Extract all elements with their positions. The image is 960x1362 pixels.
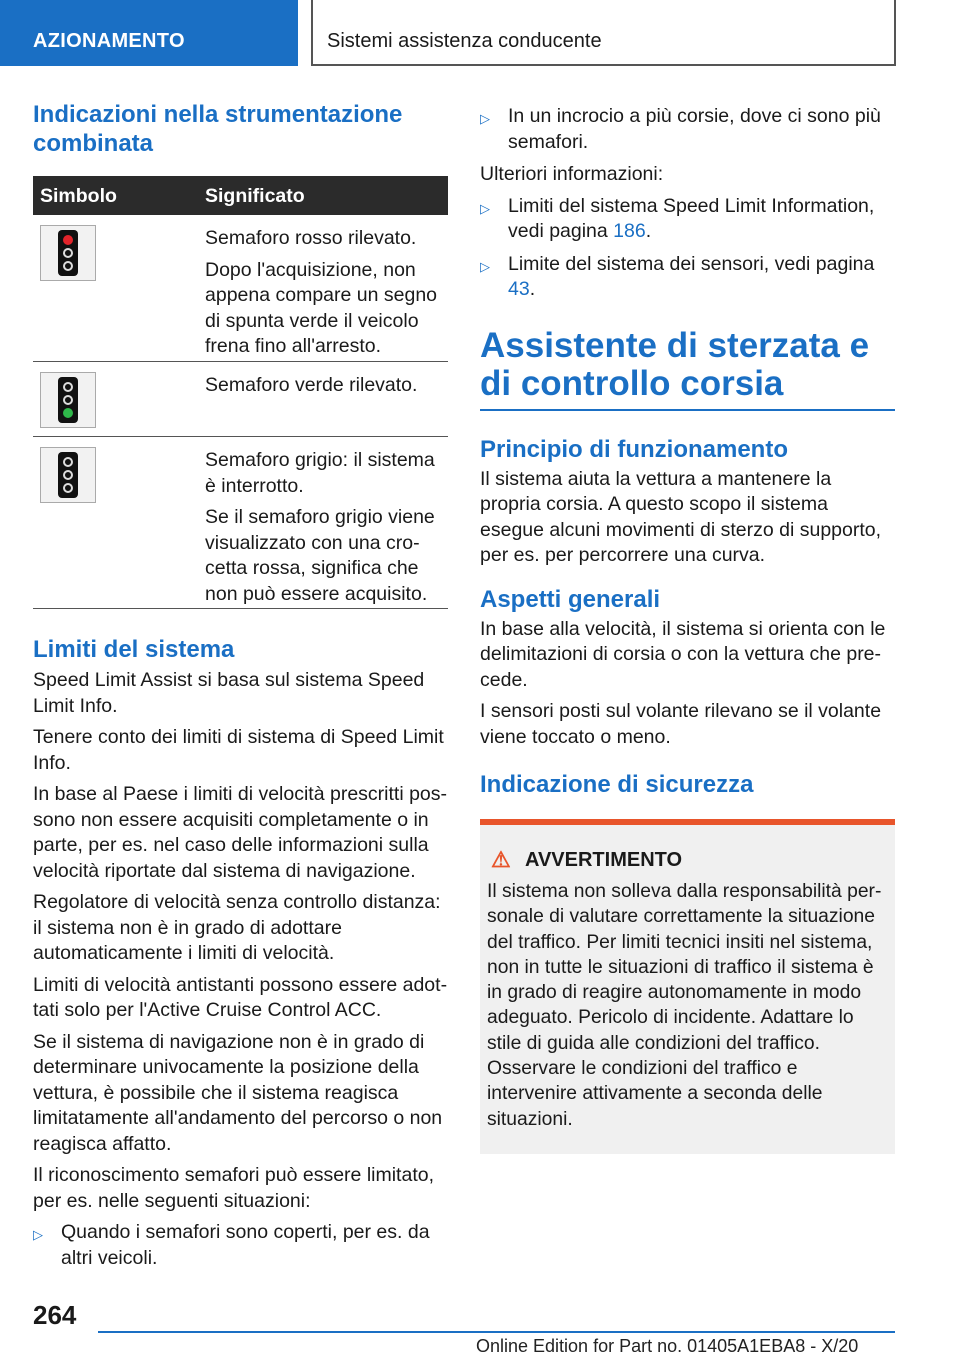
- table-cell-text: Semaforo grigio: il sistema è interrotto.: [205, 449, 435, 497]
- paragraph: I sensori posti sul volante rilevano se il volante viene toccato o meno.: [480, 700, 882, 748]
- paragraph: Limiti di velocità antistanti possono essere adottati solo per l'Active Cruise Control ACC.: [33, 973, 448, 1021]
- warning-title: AVVERTIMENTO: [525, 848, 683, 871]
- heading-general: Aspetti generali: [480, 585, 661, 613]
- table-cell-text: Semaforo rosso rilevato.: [205, 227, 417, 249]
- list-item-text: Quando i semafori sono coperti, per es. da altri veicoli.: [61, 1221, 430, 1269]
- chapter-title: Sistemi assistenza conducente: [327, 30, 602, 52]
- paragraph: Se il sistema di navigazione non è in grado di determinare univocamente la posizione della vettura, è possibile che il sistema reagisca limitatamente all'andamento del percorso o non reagisca affatto.: [33, 1030, 443, 1155]
- punctuation: .: [645, 220, 652, 242]
- list-item: [33, 1220, 448, 1271]
- traffic-light-grey-icon: [40, 447, 96, 503]
- list-item: [480, 194, 895, 245]
- paragraph: Regolatore di velocità senza controllo distanza: il sistema non è in grado di adottare automaticamente i limiti di velocità.: [33, 891, 441, 964]
- paragraph: In base al Paese i limiti di velocità prescritti possono non essere acquisiti completamente o in parte, per es. nel caso delle informazioni sulla velocità riportate dal sistema di navigazione.: [33, 783, 448, 882]
- table-row: [33, 437, 448, 609]
- table-cell-text: Dopo l'acquisizione, non appena compare un segno di spunta verde il veicolo frena fino all'arresto.: [205, 258, 438, 357]
- bullet-triangle-icon: ▷: [480, 200, 490, 216]
- paragraph: In base alla velocità, il sistema si orienta con le delimitazioni di corsia o con la vettura che precede.: [480, 617, 886, 691]
- section-title: AZIONAMENTO: [33, 30, 185, 52]
- column-header-meaning: Significato: [205, 185, 305, 207]
- list-item: [480, 104, 895, 155]
- page-link-43[interactable]: 43: [508, 278, 530, 300]
- right-column: [480, 104, 895, 1154]
- traffic-light-red-icon: [40, 225, 96, 281]
- paragraph: Speed Limit Assist si basa sul sistema Speed Limit Info.: [33, 669, 425, 717]
- paragraph: Ulteriori informazioni:: [480, 163, 664, 185]
- paragraph: Il sistema aiuta la vettura a mantenere la propria corsia. A questo scopo il sistema esegue alcuni movimenti di sterzo di supporto, per es. per percorrere una curva.: [480, 467, 882, 566]
- bullet-triangle-icon: ▷: [480, 258, 490, 274]
- list-item-text: In un incrocio a più corsie, dove ci sono più semafori.: [508, 105, 881, 153]
- table-cell-text: Se il semaforo grigio viene visualizzato con una crocetta rossa, significa che non può essere acquisito.: [205, 506, 435, 605]
- page-link-186[interactable]: 186: [613, 220, 646, 242]
- column-header-symbol: Simbolo: [40, 185, 117, 207]
- page-number: 264: [33, 1300, 77, 1330]
- list-item-text: Limite del sistema dei sensori, vedi pagina: [508, 252, 875, 275]
- heading-limits: Limiti del sistema: [33, 636, 235, 663]
- bullet-triangle-icon: ▷: [33, 1227, 43, 1242]
- section-tab: [0, 0, 298, 66]
- list-item: [480, 252, 895, 303]
- table-row: [33, 215, 448, 362]
- footer-divider: [98, 1331, 895, 1333]
- heading-steering-assist: Assistente di sterzata e di controllo corsia: [480, 325, 870, 403]
- punctuation: .: [529, 278, 536, 300]
- table-cell-text: Semaforo verde rilevato.: [205, 374, 418, 396]
- paragraph: Tenere conto dei limiti di sistema di Speed Limit Info.: [33, 726, 444, 774]
- heading-safety: Indicazione di sicurezza: [480, 771, 754, 798]
- heading-principle: Principio di funzionamento: [480, 435, 788, 463]
- warning-triangle-icon: ⚠: [491, 847, 511, 872]
- warning-box: [480, 819, 895, 1154]
- list-item-text: Limiti del sistema Speed Limit Information, vedi pagina: [508, 194, 875, 242]
- paragraph: Il riconoscimento semafori può essere limitato, per es. nelle seguenti situazioni:: [33, 1164, 434, 1212]
- bullet-triangle-icon: ▷: [480, 111, 490, 126]
- section-divider: [480, 409, 895, 411]
- table-header: [33, 176, 448, 215]
- chapter-tab: [311, 0, 896, 66]
- traffic-light-green-icon: [40, 372, 96, 428]
- warning-text: Il sistema non solleva dalla responsabilità personale di valutare correttamente la situazione del traffico. Per limiti tecnici insiti nel sistema, non in tutte le situazioni di traffico il sistema è in grado di reagire autonomamente in modo adeguato. Pericolo di incidente. Adattare lo stile di guida alle condizioni del traffico. Osservare le condizioni del traffico e intervenire attivamente a seconda delle situazioni.: [487, 881, 882, 1130]
- heading-indications: Indicazioni nella strumentazione combinata: [33, 101, 403, 157]
- table-row: [33, 362, 448, 437]
- symbol-table: [33, 176, 448, 609]
- footer-edition: Online Edition for Part no. 01405A1EBA8 - X/20: [476, 1336, 859, 1356]
- left-column: [33, 100, 448, 1278]
